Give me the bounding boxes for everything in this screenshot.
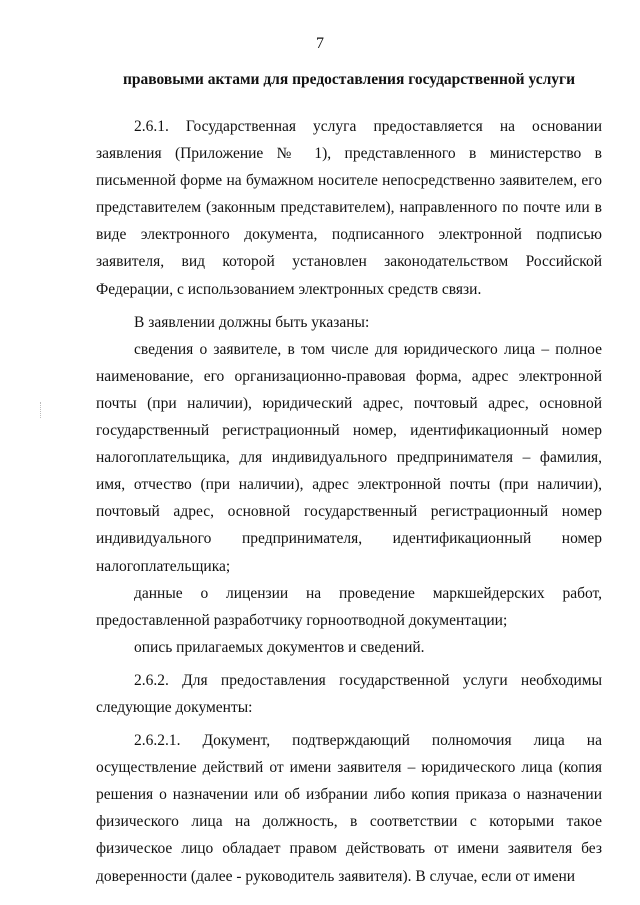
paragraph-2-6-2: 2.6.2. Для предоставления государственной услуги необходимы следующие документы:	[96, 671, 602, 716]
page-number: 7	[316, 35, 324, 52]
paragraph-license-data: данные о лицензии на проведение маркшейдерских работ, предоставленной разработчику горноотводной документации;	[96, 584, 602, 629]
paragraph-applicant-info: сведения о заявителе, в том числе для юридического лица – полное наименование, его организационно-правовая форма, адрес электронной почты (при наличии), юридический адрес, почтовый адрес, основной государственный регистрационный номер, идентификационный номер налогоплательщика, для индивидуального предпринимателя – фамилия, имя, отчество (при наличии), адрес электронной почты (при наличии), почтовый адрес, основной государственный регистрационный номер индивидуального предпринимателя, идентификационный номер налогоплательщика;	[96, 340, 602, 575]
document-body	[96, 113, 602, 890]
section-heading: правовыми актами для предоставления государственной услуги	[122, 71, 576, 88]
paragraph-inventory: опись прилагаемых документов и сведений.	[134, 638, 425, 656]
paragraph-2-6-1: 2.6.1. Государственная услуга предоставляется на основании заявления (Приложение № 1), представленного в министерство в письменной форме на бумажном носителе непосредственно заявителем, его представителем (законным представителем), направленного по почте или в виде электронного документа, подписанного электронной подписью заявителя, вид которой установлен законодательством Российской Федерации, с использованием электронных средств связи.	[96, 118, 602, 298]
paragraph-2-6-2-1: 2.6.2.1. Документ, подтверждающий полномочия лица на осуществление действий от имени заявителя – юридического лица (копия решения о назначении или об избрании либо копия приказа о назначении физического лица на должность, в соответствии с которыми такое физическое лицо обладает правом действовать от имени заявителя без доверенности (далее - руководитель заявителя). В случае, если от имени	[96, 732, 602, 885]
margin-mark	[40, 402, 43, 418]
paragraph-requirements-intro: В заявлении должны быть указаны:	[134, 313, 370, 331]
